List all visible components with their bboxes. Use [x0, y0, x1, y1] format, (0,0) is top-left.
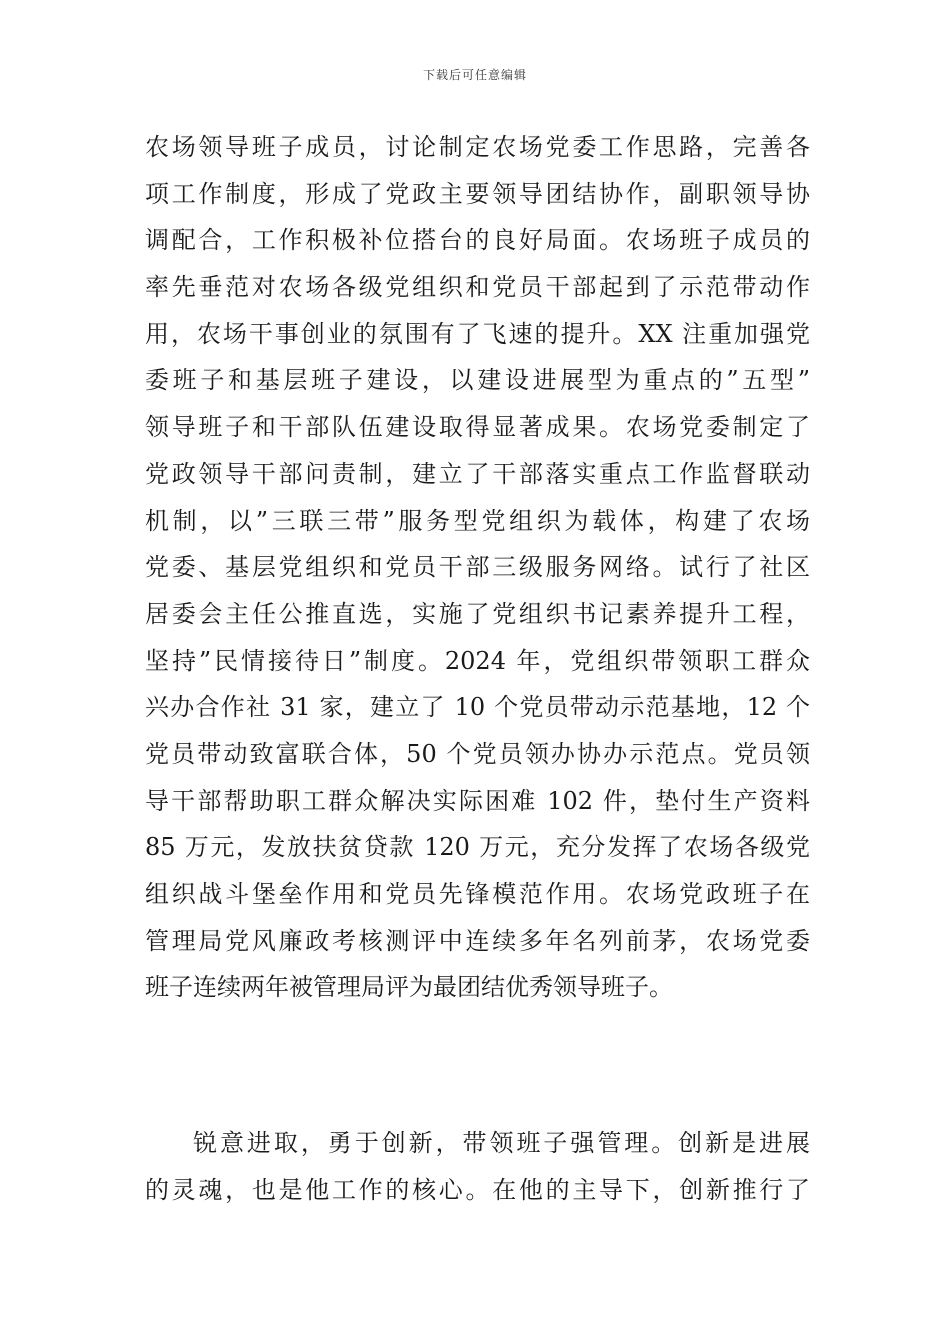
text-line: 管理局党风廉政考核测评中连续多年名列前茅，农场党委: [145, 926, 810, 955]
text-line: 项工作制度，形成了党政主要领导团结协作，副职领导协: [145, 179, 810, 208]
text-line: 委班子和基层班子建设，以建设进展型为重点的”五型”: [145, 366, 810, 395]
text-line: 坚持”民情接待日”制度。2024 年，党组织带领职工群众: [145, 646, 810, 675]
text-line: 领导班子和干部队伍建设取得显著成果。农场党委制定了: [145, 413, 810, 442]
text-line: 农场领导班子成员，讨论制定农场党委工作思路，完善各: [145, 133, 810, 161]
page-header: 下载后可任意编辑: [422, 68, 527, 82]
text-line: 班子连续两年被管理局评为最团结优秀领导班子。: [145, 973, 673, 1002]
text-line: 率先垂范对农场各级党组织和党员干部起到了示范带动作: [145, 273, 810, 302]
text-line: 组织战斗堡垒作用和党员先锋模范作用。农场党政班子在: [145, 880, 810, 908]
text-line: 居委会主任公推直选，实施了党组织书记素养提升工程，: [145, 599, 810, 628]
paragraph-2: [145, 1120, 810, 1213]
text-line: 党政领导干部问责制，建立了干部落实重点工作监督联动: [145, 459, 810, 488]
text-line: 的灵魂，也是他工作的核心。在他的主导下，创新推行了: [145, 1175, 810, 1204]
text-line: 导干部帮助职工群众解决实际困难 102 件，垫付生产资料: [145, 786, 810, 815]
text-line: 党委、基层党组织和党员干部三级服务网络。试行了社区: [145, 553, 810, 582]
text-line: 调配合，工作积极补位搭台的良好局面。农场班子成员的: [145, 226, 810, 255]
paragraph-1: [145, 124, 810, 1011]
text-line: 兴办合作社 31 家，建立了 10 个党员带动示范基地，12 个: [145, 693, 810, 722]
text-line: 机制，以”三联三带”服务型党组织为载体，构建了农场: [145, 506, 810, 535]
text-line: 党员带动致富联合体，50 个党员领办协办示范点。党员领: [145, 739, 810, 768]
text-line: 用，农场干事创业的氛围有了飞速的提升。XX 注重加强党: [145, 319, 810, 348]
text-line: 锐意进取，勇于创新，带领班子强管理。创新是进展: [193, 1129, 810, 1157]
text-line: 85 万元，发放扶贫贷款 120 万元，充分发挥了农场各级党: [145, 833, 810, 862]
